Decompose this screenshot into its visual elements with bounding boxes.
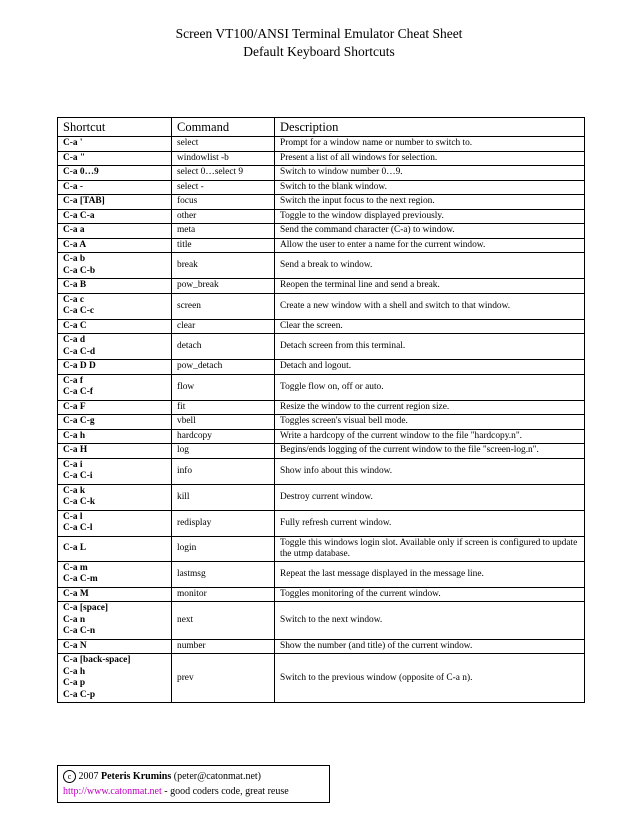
shortcut-cell: [58, 166, 172, 181]
command-cell: hardcopy: [172, 429, 275, 444]
footer-email: (peter@catonmat.net): [173, 771, 261, 782]
footer-line-2: [63, 784, 324, 799]
shortcut-key: C-a n: [63, 614, 86, 625]
description-cell: Show the number (and title) of the current window.: [275, 639, 585, 654]
description-cell: Begins/ends logging of the current window to the file "screen-log.n".: [275, 444, 585, 459]
shortcut-cell: [58, 484, 172, 510]
shortcut-cell: [58, 224, 172, 239]
shortcut-key: C-a C-b: [63, 265, 96, 276]
shortcut-key: C-a k: [63, 485, 86, 496]
table-row: [58, 510, 585, 536]
command-cell: select 0…select 9: [172, 166, 275, 181]
table-row: [58, 334, 585, 360]
shortcut-cell: [58, 561, 172, 587]
shortcut-cell: [58, 151, 172, 166]
description-cell: Switch the input focus to the next region.: [275, 195, 585, 210]
table-row: [58, 137, 585, 152]
shortcut-cell: [58, 293, 172, 319]
command-cell: prev: [172, 654, 275, 703]
description-cell: Toggle flow on, off or auto.: [275, 374, 585, 400]
shortcut-key: C-a -: [63, 181, 84, 192]
description-cell: Reopen the terminal line and send a break.: [275, 279, 585, 294]
shortcut-key: C-a C-g: [63, 416, 95, 426]
shortcut-cell: [58, 536, 172, 561]
table-row: [58, 654, 585, 703]
table-row: [58, 400, 585, 415]
description-cell: Allow the user to enter a name for the current window.: [275, 238, 585, 253]
shortcut-cell: [58, 209, 172, 224]
description-cell: Show info about this window.: [275, 458, 585, 484]
shortcuts-table: [57, 117, 585, 703]
table-body: [58, 137, 585, 703]
shortcut-key: C-a D D: [63, 361, 96, 371]
table-row: [58, 293, 585, 319]
description-cell: Detach and logout.: [275, 360, 585, 375]
shortcut-cell: [58, 639, 172, 654]
description-cell: Send a break to window.: [275, 253, 585, 279]
table-row: [58, 415, 585, 430]
description-cell: Resize the window to the current region size.: [275, 400, 585, 415]
shortcut-cell: [58, 587, 172, 602]
table-row: [58, 195, 585, 210]
table-row: [58, 253, 585, 279]
description-cell: Toggles screen's visual bell mode.: [275, 415, 585, 430]
command-cell: pow_break: [172, 279, 275, 294]
command-cell: login: [172, 536, 275, 561]
description-cell: Fully refresh current window.: [275, 510, 585, 536]
shortcut-key: C-a a: [63, 225, 85, 235]
command-cell: break: [172, 253, 275, 279]
command-cell: focus: [172, 195, 275, 210]
shortcut-cell: [58, 415, 172, 430]
footer-box: [57, 765, 330, 803]
description-cell: Switch to window number 0…9.: [275, 166, 585, 181]
header-command: Command: [172, 118, 275, 137]
table-row: [58, 238, 585, 253]
command-cell: kill: [172, 484, 275, 510]
command-cell: info: [172, 458, 275, 484]
description-cell: Destroy current window.: [275, 484, 585, 510]
shortcut-key: C-a c: [63, 294, 85, 305]
title-block: [0, 25, 638, 61]
command-cell: select -: [172, 180, 275, 195]
command-cell: pow_detach: [172, 360, 275, 375]
table-row: [58, 602, 585, 640]
shortcut-key: C-a ": [63, 152, 86, 163]
shortcut-key: C-a 0…9: [63, 167, 99, 177]
command-cell: log: [172, 444, 275, 459]
table-row: [58, 444, 585, 459]
table-row: [58, 360, 585, 375]
shortcut-key: C-a F: [63, 401, 86, 412]
page-subtitle: Default Keyboard Shortcuts: [243, 44, 395, 59]
shortcut-key: C-a C-n: [63, 626, 96, 636]
shortcut-key: C-a l: [63, 511, 83, 522]
table-header-row: [58, 118, 585, 137]
shortcut-key: C-a C-a: [63, 210, 95, 221]
command-cell: vbell: [172, 415, 275, 430]
shortcut-key: C-a N: [63, 640, 87, 651]
description-cell: Detach screen from this terminal.: [275, 334, 585, 360]
command-cell: lastmsg: [172, 561, 275, 587]
table-row: [58, 374, 585, 400]
table-row: [58, 319, 585, 334]
shortcut-key: C-a h: [63, 430, 86, 441]
description-cell: Toggle to the window displayed previously.: [275, 209, 585, 224]
command-cell: number: [172, 639, 275, 654]
shortcut-key: C-a [TAB]: [63, 196, 105, 206]
copyright-icon: c: [63, 770, 76, 783]
table-row: [58, 224, 585, 239]
shortcut-key: C-a C-p: [63, 689, 96, 700]
shortcut-cell: [58, 319, 172, 334]
description-cell: Write a hardcopy of the current window to the file "hardcopy.n".: [275, 429, 585, 444]
description-cell: Send the command character (C-a) to window.: [275, 224, 585, 239]
shortcut-key: C-a B: [63, 280, 87, 290]
table-row: [58, 180, 585, 195]
shortcut-key: C-a i: [63, 459, 83, 470]
command-cell: select: [172, 137, 275, 152]
description-cell: Prompt for a window name or number to switch to.: [275, 137, 585, 152]
shortcut-key: C-a C-k: [63, 497, 96, 507]
header-description: Description: [275, 118, 585, 137]
shortcut-cell: [58, 458, 172, 484]
shortcut-key: C-a C-d: [63, 346, 96, 357]
command-cell: fit: [172, 400, 275, 415]
table-row: [58, 484, 585, 510]
shortcut-cell: [58, 374, 172, 400]
shortcut-key: C-a f: [63, 375, 84, 386]
shortcut-cell: [58, 510, 172, 536]
command-cell: title: [172, 238, 275, 253]
description-cell: Switch to the next window.: [275, 602, 585, 640]
shortcut-cell: [58, 238, 172, 253]
shortcut-cell: [58, 195, 172, 210]
page-title: Screen VT100/ANSI Terminal Emulator Cheat Sheet: [175, 26, 463, 41]
shortcut-key: C-a C: [63, 320, 87, 331]
shortcut-key: C-a C-m: [63, 574, 98, 584]
description-cell: Toggles monitoring of the current window.: [275, 587, 585, 602]
table-row: [58, 429, 585, 444]
shortcut-key: C-a h: [63, 666, 86, 677]
shortcut-cell: [58, 654, 172, 703]
description-cell: Present a list of all windows for selection.: [275, 151, 585, 166]
footer-link[interactable]: http://www.catonmat.net: [63, 786, 162, 797]
shortcut-cell: [58, 180, 172, 195]
command-cell: flow: [172, 374, 275, 400]
command-cell: monitor: [172, 587, 275, 602]
table-row: [58, 279, 585, 294]
shortcut-key: C-a H: [63, 445, 88, 455]
shortcut-key: C-a L: [63, 542, 87, 553]
shortcut-cell: [58, 444, 172, 459]
table-row: [58, 151, 585, 166]
shortcut-key: C-a C-i: [63, 471, 93, 481]
shortcut-key: C-a b: [63, 254, 86, 264]
footer-tagline: - good coders code, great reuse: [164, 786, 289, 797]
command-cell: meta: [172, 224, 275, 239]
description-cell: Switch to the previous window (opposite of C-a n).: [275, 654, 585, 703]
shortcut-key: C-a [space]: [63, 603, 109, 613]
table-row: [58, 639, 585, 654]
table-row: [58, 166, 585, 181]
table-row: [58, 587, 585, 602]
shortcut-key: C-a d: [63, 335, 86, 345]
shortcut-cell: [58, 137, 172, 152]
description-cell: Switch to the blank window.: [275, 180, 585, 195]
table-row: [58, 536, 585, 561]
shortcut-cell: [58, 360, 172, 375]
table-row: [58, 209, 585, 224]
shortcut-key: C-a C-f: [63, 387, 93, 397]
shortcut-key: C-a C-c: [63, 306, 94, 316]
footer-line-1: [63, 769, 324, 784]
command-cell: clear: [172, 319, 275, 334]
table-row: [58, 561, 585, 587]
shortcut-cell: [58, 334, 172, 360]
command-cell: detach: [172, 334, 275, 360]
table-row: [58, 458, 585, 484]
header-shortcut: Shortcut: [58, 118, 172, 137]
shortcut-cell: [58, 279, 172, 294]
description-cell: Toggle this windows login slot. Available only if screen is configured to update the utmp database.: [275, 536, 585, 561]
shortcut-key: C-a p: [63, 678, 86, 688]
shortcut-key: C-a A: [63, 239, 87, 250]
command-cell: windowlist -b: [172, 151, 275, 166]
description-cell: Clear the screen.: [275, 319, 585, 334]
description-cell: Create a new window with a shell and switch to that window.: [275, 293, 585, 319]
command-cell: next: [172, 602, 275, 640]
command-cell: other: [172, 209, 275, 224]
shortcut-cell: [58, 602, 172, 640]
shortcut-cell: [58, 253, 172, 279]
footer-author: Peteris Krumins: [101, 771, 172, 782]
description-cell: Repeat the last message displayed in the message line.: [275, 561, 585, 587]
shortcut-cell: [58, 429, 172, 444]
shortcut-key: C-a [back-space]: [63, 655, 131, 665]
command-cell: screen: [172, 293, 275, 319]
shortcut-key: C-a C-l: [63, 523, 93, 533]
command-cell: redisplay: [172, 510, 275, 536]
shortcut-key: C-a m: [63, 562, 88, 573]
shortcut-key: C-a ': [63, 138, 83, 148]
footer-year: 2007: [78, 771, 99, 782]
shortcut-cell: [58, 400, 172, 415]
shortcut-key: C-a M: [63, 588, 89, 599]
